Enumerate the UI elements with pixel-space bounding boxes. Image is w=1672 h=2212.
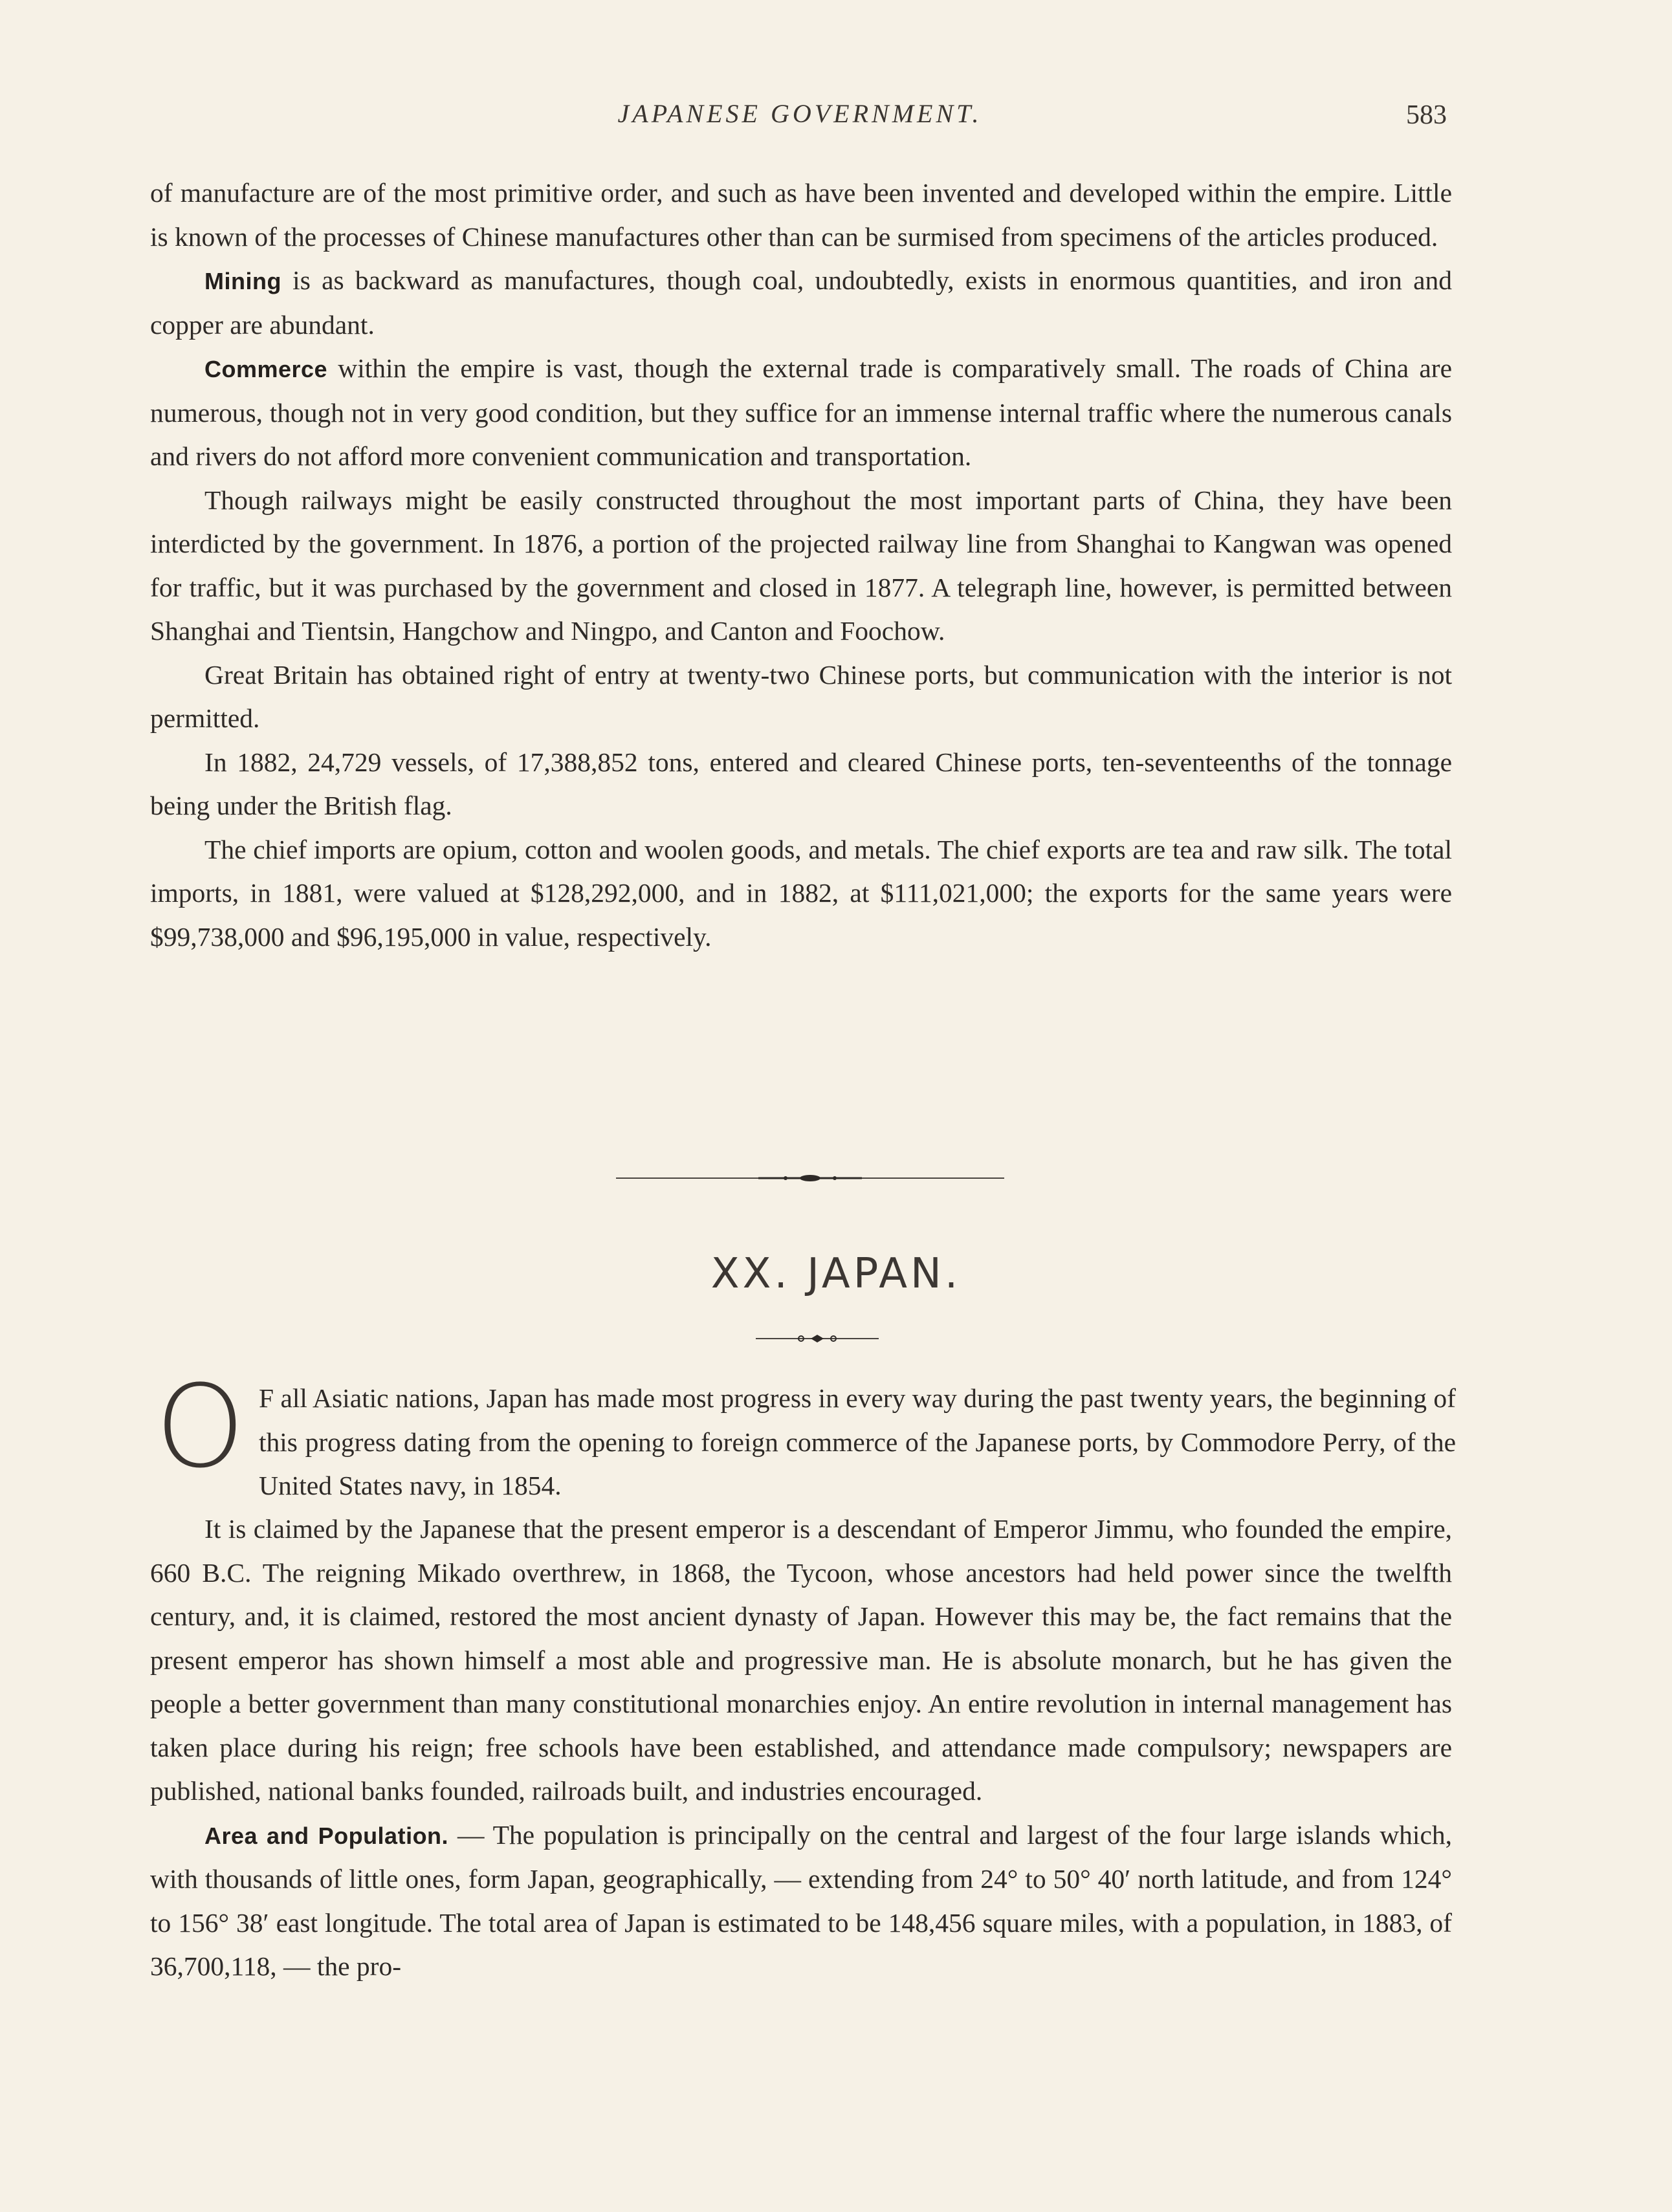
runin-heading-mining: Mining [204,268,281,294]
chapter-title: XX. JAPAN. [710,1250,962,1298]
paragraph-asiatic-nations: F all Asiatic nations, Japan has made most progress in every way during the past twenty years, the beginning of this progress dating from the opening to foreign commerce of the Japanese ports, by Commodore Perry, of the United States navy, in 1854. [259,1383,1456,1500]
paragraph-vessels: In 1882, 24,729 vessels, of 17,388,852 tons, entered and cleared Chinese ports, ten-seventeenths of the tonnage being under the British flag. [150,747,1452,820]
paragraph-commerce [150,347,1452,479]
runin-heading-commerce: Commerce [204,356,328,382]
paragraph-area-population [150,1813,1452,1989]
section-divider-ornament [616,1174,1004,1183]
paragraph-manufactures: of manufacture are of the most primitive order, and such as have been invented and developed within the empire. Little is known of the processes of Chinese manufactures other than can be surmised from specimens of the articles produced. [150,178,1452,252]
paragraph-great-britain: Great Britain has obtained right of entry at twenty-two Chinese ports, but communication with the interior is not permitted. [150,659,1452,733]
china-section-text [150,171,1452,959]
running-head: JAPANESE GOVERNMENT. [617,99,982,128]
page-number: 583 [1406,100,1447,130]
paragraph-area-population-text: — The population is principally on the central and largest of the four large islands which, with thousands of little ones, form Japan, geographically, — extending from 24° to 50° 40′ north latitude, and from 124° to 156° 38′ east longitude. The total area of Japan is estimated to be 148,456 square miles, with a population, in 1883, of 36,700,118, — the pro- [150,1819,1452,1981]
chapter-divider-ornament [756,1334,879,1343]
paragraph-commerce-text: within the empire is vast, though the external trade is comparatively small. The roads of China are numerous, though not in very good condition, but they suffice for an immense internal traffic where the numerous canals and rivers do not afford more convenient communication and transportation. [150,353,1452,471]
japan-opening-paragraph [259,1377,1456,1508]
paragraph-mining [150,259,1452,347]
paragraph-mining-text: is as backward as manufactures, though coal, undoubtedly, exists in enormous quantities, and iron and copper are abundant. [150,265,1452,340]
paragraph-imports-exports: The chief imports are opium, cotton and woolen goods, and metals. The chief exports are tea and raw silk. The total imports, in 1881, were valued at $128,292,000, and in 1882, at $111,021,000; the exports for the same years were $99,738,000 and $96,195,000 in value, respectively. [150,834,1452,952]
page-header [153,98,1447,144]
paragraph-emperor: It is claimed by the Japanese that the present emperor is a descendant of Emperor Jimmu, who founded the empire, 660 B.C. The reigning Mikado overthrew, in 1868, the Tycoon, whose ancestors had held power since the twelfth century, and, it is claimed, restored the most ancient dynasty of Japan. However this may be, the fact remains that the present emperor has shown himself a most able and progressive man. He is absolute monarch, but he has given the people a better government than many constitutional monarchies enjoy. An entire revolution in internal management has taken place during his reign; free schools have been established, and attendance made compulsory; newspapers are published, national banks founded, railroads built, and industries encouraged. [150,1514,1452,1806]
paragraph-railways: Though railways might be easily constructed throughout the most important parts of China, they have been interdicted by the government. In 1876, a portion of the projected railway line from Shanghai to Kangwan was opened for traffic, but it was purchased by the government and closed in 1877. A telegraph line, however, is permitted between Shanghai and Tientsin, Hangchow and Ningpo, and Canton and Foochow. [150,485,1452,646]
runin-heading-area-population: Area and Population. [204,1822,449,1849]
japan-section-text [150,1507,1452,1989]
drop-cap: O [155,1361,245,1493]
